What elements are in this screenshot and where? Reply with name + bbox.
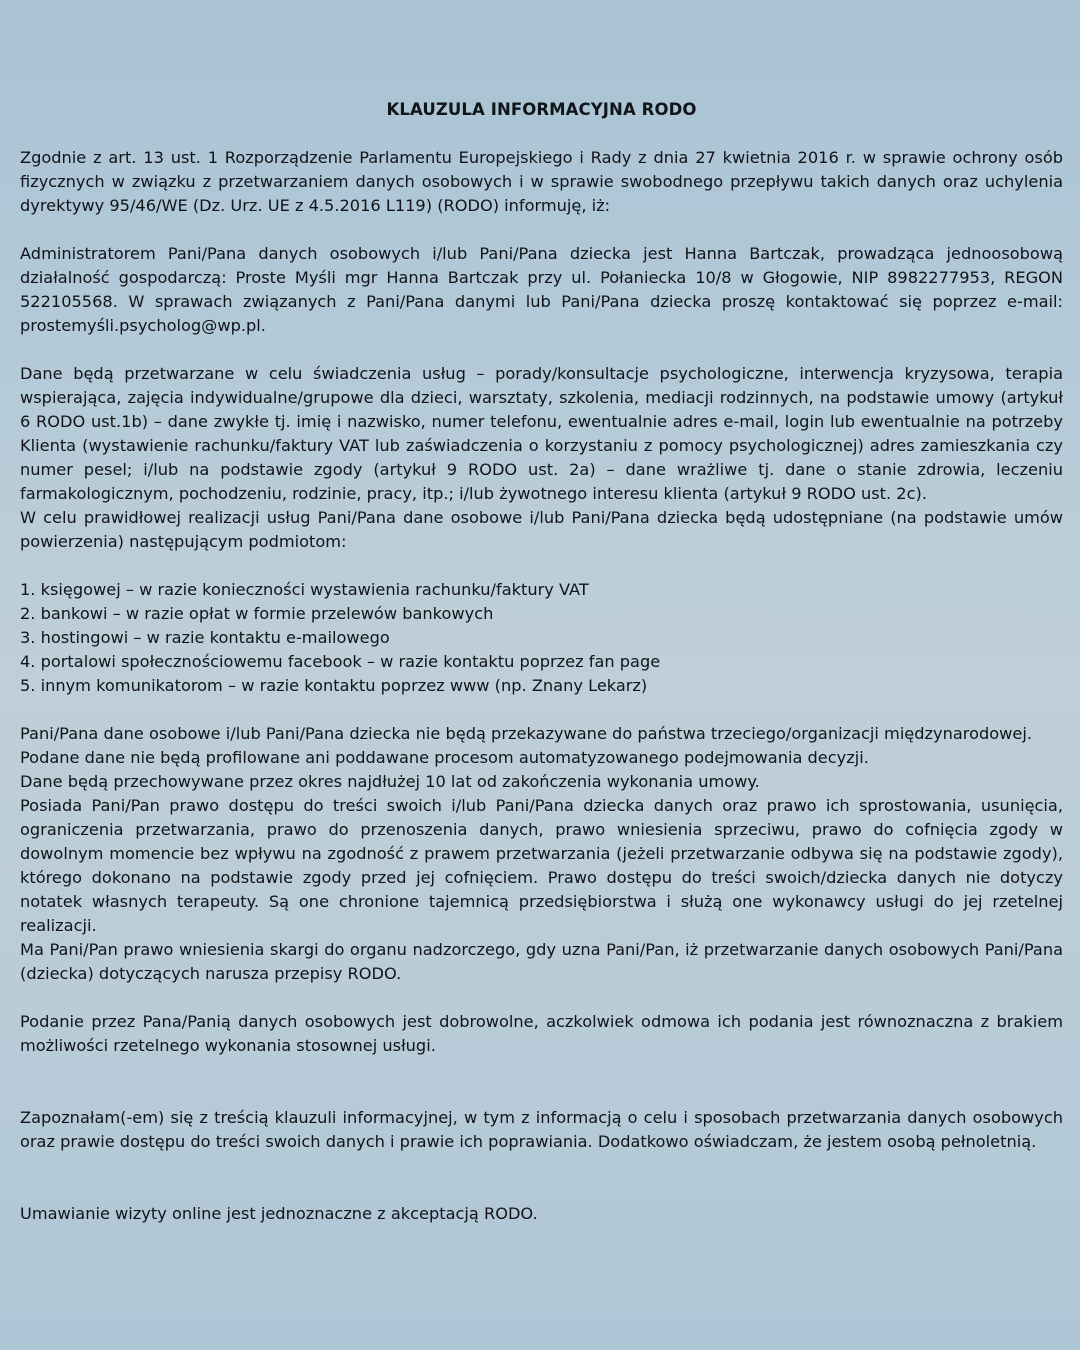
no-transfer-paragraph: Pani/Pana dane osobowe i/lub Pani/Pana dziecka nie będą przekazywane do państwa trzeciego/organizacji międzynarodowej. [20,724,1033,743]
intro-paragraph: Zgodnie z art. 13 ust. 1 Rozporządzenie Parlamentu Europejskiego i Rady z dnia 27 kwietnia 2016 r. w sprawie ochrony osób fizycznych w związku z przetwarzaniem danych osobowych i w sprawie swobodnego przepływu takich danych oraz uchylenia dyrektywy 95/46/WE (Dz. Urz. UE z 4.5.2016 L119) (RODO) informuję, iż: [20,148,1063,215]
administrator-paragraph: Administratorem Pani/Pana danych osobowych i/lub Pani/Pana dziecka jest Hanna Bartczak, prowadząca jednoosobową działalność gospodarczą: Proste Myśli mgr Hanna Bartczak przy ul. Połaniecka 10/8 w Głogowie, NIP 8982277953, REGON 522105568. W sprawach związanych z Pani/Pana danymi lub Pani/Pana dziecka proszę kontaktować się poprzez e-mail: prostemyśli.psycholog@wp.pl. [20,244,1063,335]
list-item: 1. księgowej – w razie konieczności wystawienia rachunku/faktury VAT [20,580,589,599]
document-page [20,98,1063,1226]
list-item: 2. bankowi – w razie opłat w formie przelewów bankowych [20,604,494,623]
voluntary-paragraph: Podanie przez Pana/Panią danych osobowych jest dobrowolne, aczkolwiek odmowa ich podania jest równoznaczna z brakiem możliwości rzetelnego wykonania stosownej usługi. [20,1012,1063,1055]
complaint-paragraph: Ma Pani/Pan prawo wniesienia skargi do organu nadzorczego, gdy uzna Pani/Pan, iż przetwarzanie danych osobowych Pani/Pana (dziecka) dotyczących narusza przepisy RODO. [20,940,1063,983]
purpose-paragraph: Dane będą przetwarzane w celu świadczenia usług – porady/konsultacje psychologiczne, interwencja kryzysowa, terapia wspierająca, zajęcia indywidualne/grupowe dla dzieci, warsztaty, szkolenia, mediacji rodzinnych, na podstawie umowy (artykuł 6 RODO ust.1b) – dane zwykłe tj. imię i nazwisko, numer telefonu, ewentualnie adres e-mail, login lub ewentualnie na potrzeby Klienta (wystawienie rachunku/faktury VAT lub zaświadczenia o korzystaniu z pomocy psychologicznej) adres zamieszkania czy numer pesel; i/lub na podstawie zgody (artykuł 9 RODO ust. 2a) – dane wrażliwe tj. dane o stanie zdrowia, leczeniu farmakologicznym, pochodzeniu, rodzinie, pracy, itp.; i/lub żywotnego interesu klienta (artykuł 9 RODO ust. 2c). [20,364,1063,503]
sharing-paragraph: W celu prawidłowej realizacji usług Pani/Pana dane osobowe i/lub Pani/Pana dziecka będą udostępniane (na podstawie umów powierzenia) następującym podmiotom: [20,508,1063,551]
online-booking-paragraph: Umawianie wizyty online jest jednoznaczne z akceptacją RODO. [20,1204,538,1223]
list-item: 3. hostingowi – w razie kontaktu e-mailowego [20,628,390,647]
acknowledgement-paragraph: Zapoznałam(-em) się z treścią klauzuli informacyjnej, w tym z informacją o celu i sposobach przetwarzania danych osobowych oraz prawie dostępu do treści swoich danych i prawie ich poprawiania. Dodatkowo oświadczam, że jestem osobą pełnoletnią. [20,1108,1063,1151]
no-profiling-paragraph: Podane dane nie będą profilowane ani poddawane procesom automatyzowanego podejmowania decyzji. [20,748,869,767]
retention-paragraph: Dane będą przechowywane przez okres najdłużej 10 lat od zakończenia wykonania umowy. [20,772,760,791]
recipients-list [20,578,1063,698]
document-title: KLAUZULA INFORMACYJNA RODO [386,100,697,119]
list-item: 4. portalowi społecznościowemu facebook – w razie kontaktu poprzez fan page [20,652,661,671]
list-item: 5. innym komunikatorom – w razie kontaktu poprzez www (np. Znany Lekarz) [20,676,648,695]
rights-paragraph: Posiada Pani/Pan prawo dostępu do treści swoich i/lub Pani/Pana dziecka danych oraz prawo ich sprostowania, usunięcia, ograniczenia przetwarzania, prawo do przenoszenia danych, prawo wniesienia sprzeciwu, prawo do cofnięcia zgody w dowolnym momencie bez wpływu na zgodność z prawem przetwarzania (jeżeli przetwarzanie odbywa się na podstawie zgody), którego dokonano na podstawie zgody przed jej cofnięciem. Prawo dostępu do treści swoich/dziecka danych nie dotyczy notatek własnych terapeuty. Są one chronione tajemnicą przedsiębiorstwa i służą one wykonawcy usługi do jej rzetelnej realizacji. [20,796,1063,935]
